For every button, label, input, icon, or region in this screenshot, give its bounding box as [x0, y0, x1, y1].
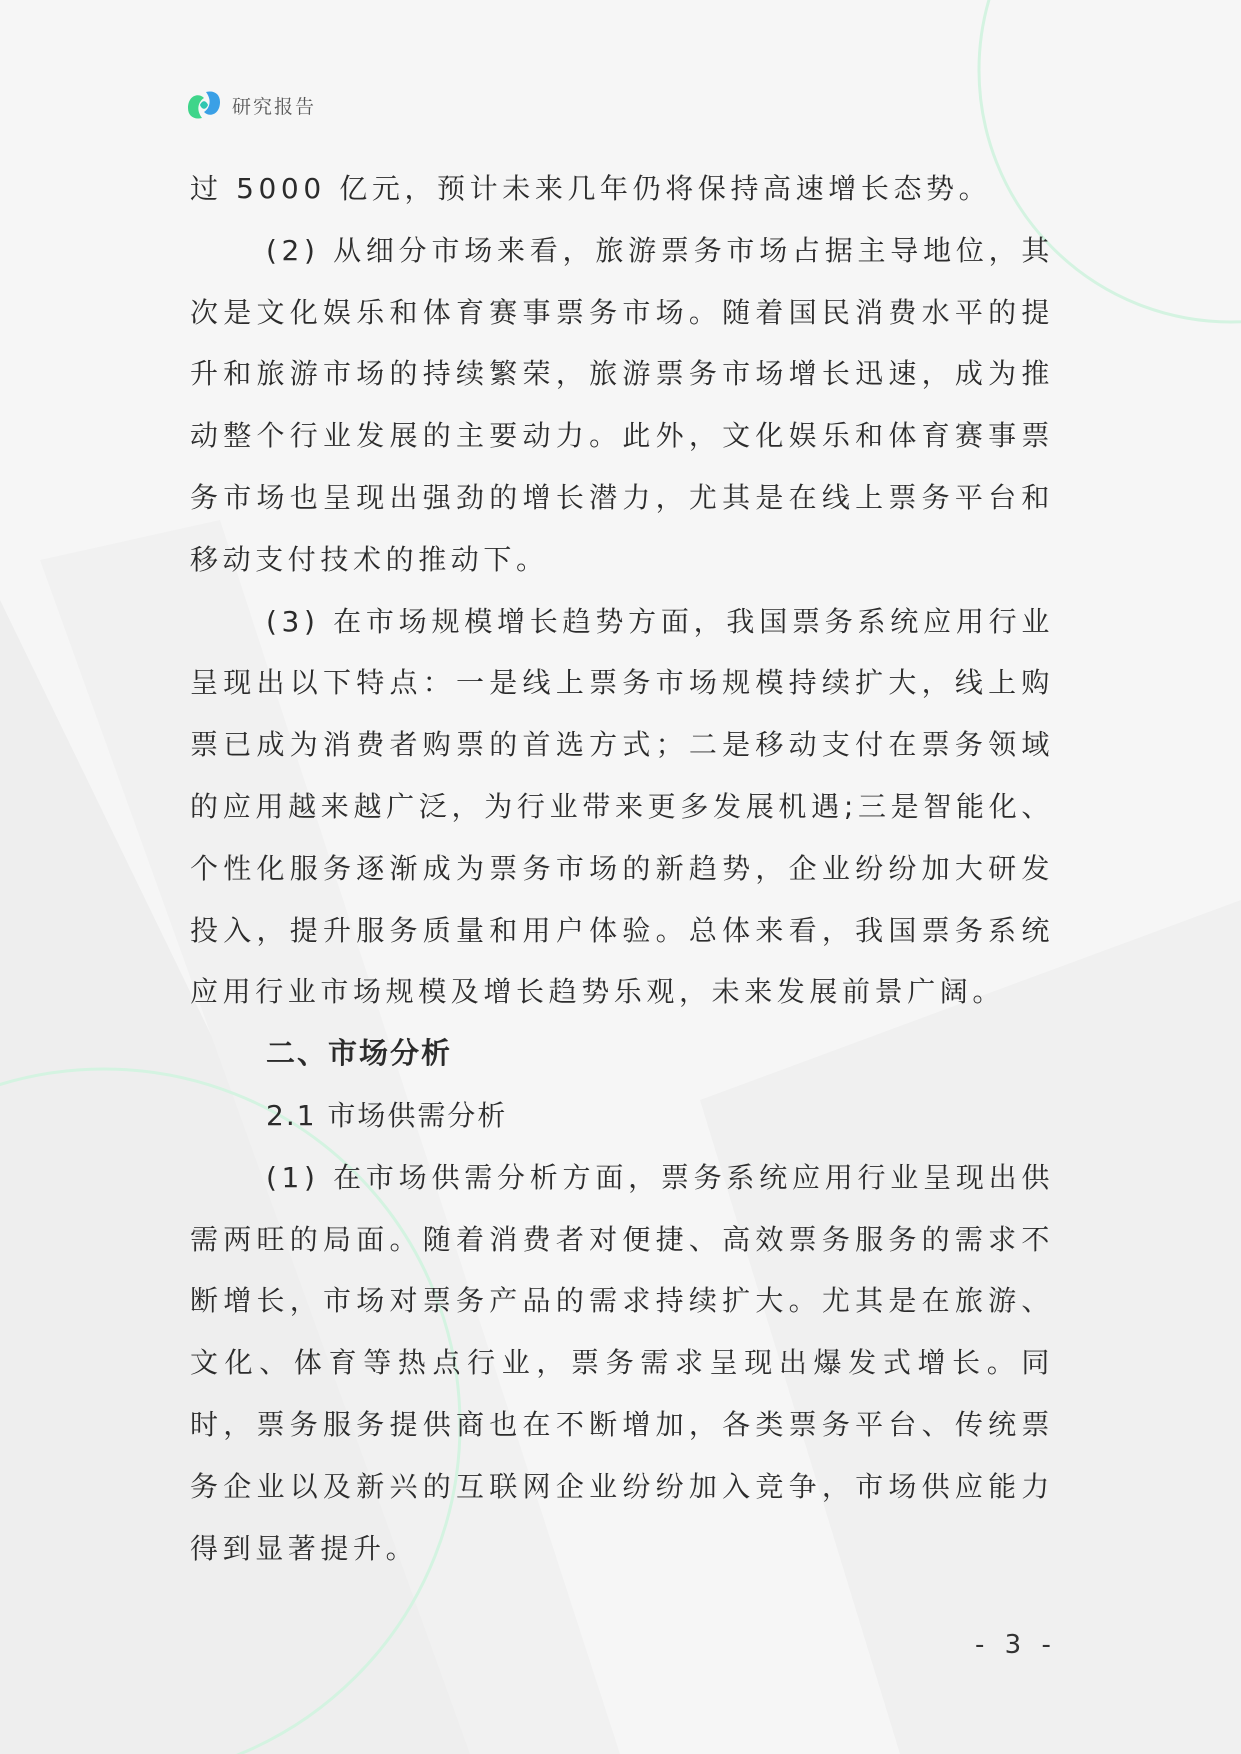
subsection-heading: 2.1 市场供需分析	[266, 1098, 508, 1132]
document-body	[190, 158, 1054, 1579]
paragraph-growth-trend: (3) 在市场规模增长趋势方面，我国票务系统应用行业呈现出以下特点：一是线上票务市场规模持续扩大，线上购票已成为消费者购票的首选方式；二是移动支付在票务领域的应用越来越广泛，为行业带来更多发展机遇;三是智能化、个性化服务逐渐成为票务市场的新趋势，企业纷纷加大研发投入，提升服务质量和用户体验。总体来看，我国票务系统应用行业市场规模及增长趋势乐观，未来发展前景广阔。	[190, 604, 1054, 1009]
brand-leaf-logo-icon	[186, 88, 222, 122]
paragraph-supply-demand: (1) 在市场供需分析方面，票务系统应用行业呈现出供需两旺的局面。随着消费者对便捷、高效票务服务的需求不断增长，市场对票务产品的需求持续扩大。尤其是在旅游、文化、体育等热点行业，票务需求呈现出爆发式增长。同时，票务服务提供商也在不断增加，各类票务平台、传统票务企业以及新兴的互联网企业纷纷加入竞争，市场供应能力得到显著提升。	[190, 1160, 1054, 1565]
header-title: 研究报告	[232, 95, 317, 118]
paragraph-segment-market: (2) 从细分市场来看，旅游票务市场占据主导地位，其次是文化娱乐和体育赛事票务市场。随着国民消费水平的提升和旅游市场的持续繁荣，旅游票务市场增长迅速，成为推动整个行业发展的主要动力。此外，文化娱乐和体育赛事票务市场也呈现出强劲的增长潜力，尤其是在线上票务平台和移动支付技术的推动下。	[190, 233, 1054, 576]
section-heading: 二、市场分析	[266, 1036, 453, 1071]
page-number: - 3 -	[975, 1630, 1057, 1660]
report-header	[186, 88, 316, 122]
paragraph-continuation: 过 5000 亿元，预计未来几年仍将保持高速增长态势。	[190, 172, 992, 205]
